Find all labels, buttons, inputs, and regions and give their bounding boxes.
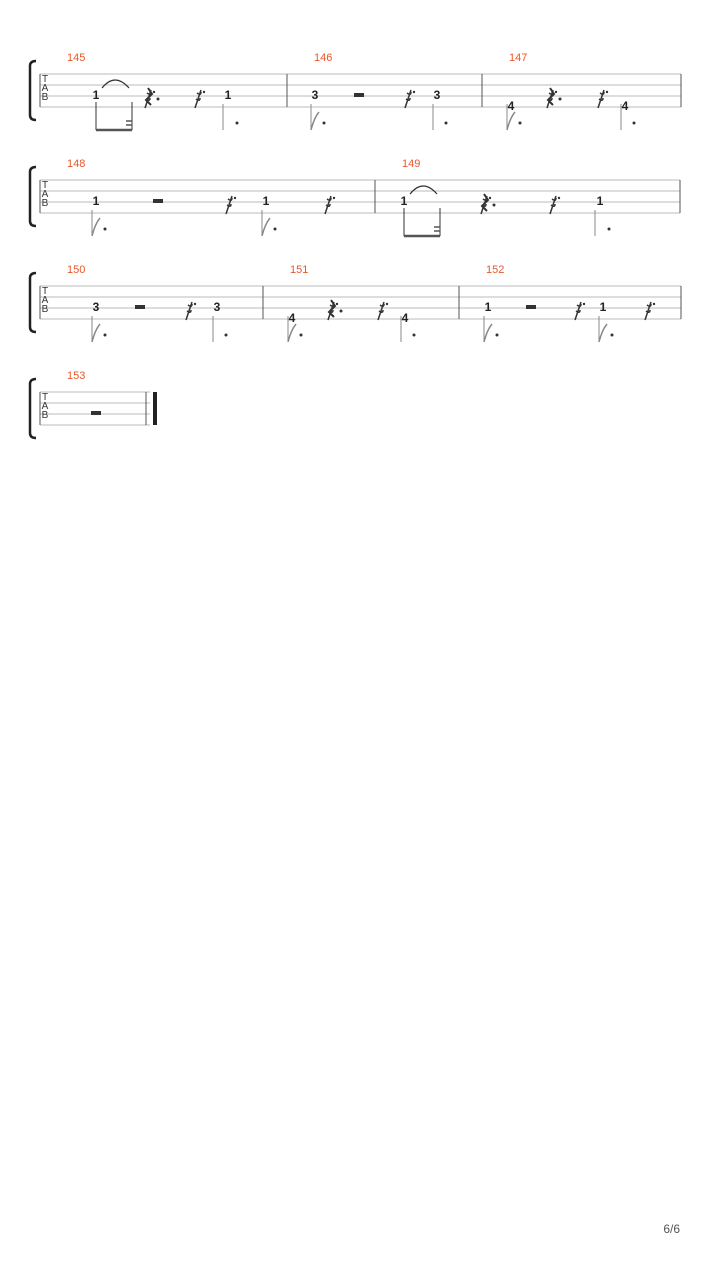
tab-clef-letter: B xyxy=(41,410,49,421)
half-rest xyxy=(91,411,101,415)
fret-number: 1 xyxy=(224,88,232,102)
dot xyxy=(413,91,415,93)
dot xyxy=(496,334,499,337)
sixteenth-rest xyxy=(598,90,604,108)
dot xyxy=(611,334,614,337)
dot xyxy=(558,197,560,199)
tab-clef-letter: B xyxy=(41,198,49,209)
sixteenth-rest xyxy=(325,196,331,214)
dot xyxy=(323,122,326,125)
final-barline-thick xyxy=(153,392,157,425)
fret-number: 1 xyxy=(400,194,408,208)
dot xyxy=(104,334,107,337)
dot xyxy=(336,303,338,305)
half-rest xyxy=(526,305,536,309)
note-flag xyxy=(92,218,100,236)
sixteenth-rest xyxy=(550,196,556,214)
note-flag xyxy=(484,324,492,342)
note-flag xyxy=(288,324,296,342)
fret-number: 4 xyxy=(288,311,296,325)
sixteenth-rest xyxy=(195,90,201,108)
sixteenth-rest xyxy=(226,196,232,214)
dot xyxy=(555,91,557,93)
tab-clef-letter: T xyxy=(41,392,49,403)
dot xyxy=(583,303,585,305)
fret-number: 1 xyxy=(92,194,100,208)
dot xyxy=(633,122,636,125)
measure-number: 151 xyxy=(290,264,309,276)
dot xyxy=(194,303,196,305)
tab-clef-letter: A xyxy=(41,189,49,200)
dot xyxy=(333,197,335,199)
tab-clef-letter: T xyxy=(41,180,49,191)
fret-number: 1 xyxy=(599,300,607,314)
note-flag xyxy=(92,324,100,342)
tie xyxy=(102,80,129,88)
dot xyxy=(104,228,107,231)
system-bracket xyxy=(30,61,36,120)
tab-system xyxy=(30,158,680,236)
half-rest xyxy=(135,305,145,309)
note-flag xyxy=(311,112,319,130)
dot xyxy=(300,334,303,337)
tab-clef-letter: B xyxy=(41,304,49,315)
note-flag xyxy=(507,112,515,130)
fret-number: 3 xyxy=(213,300,221,314)
dot xyxy=(386,303,388,305)
fret-number: 4 xyxy=(401,311,409,325)
fret-number: 4 xyxy=(507,99,515,113)
dot xyxy=(157,98,160,101)
measure-number: 150 xyxy=(67,264,86,276)
page-number: 6/6 xyxy=(663,1222,680,1236)
dot xyxy=(445,122,448,125)
tab-clef-letter: A xyxy=(41,295,49,306)
dot xyxy=(489,197,491,199)
note-flag xyxy=(599,324,607,342)
system-bracket xyxy=(30,379,36,438)
system-bracket xyxy=(30,167,36,226)
tab-clef-letter: T xyxy=(41,74,49,85)
dot xyxy=(653,303,655,305)
fret-number: 1 xyxy=(596,194,604,208)
measure-number: 147 xyxy=(509,52,528,64)
fret-number: 1 xyxy=(92,88,100,102)
measure-number: 152 xyxy=(486,264,505,276)
half-rest xyxy=(153,199,163,203)
sixteenth-rest xyxy=(186,302,192,320)
sixteenth-rest xyxy=(575,302,581,320)
measure-number: 149 xyxy=(402,158,421,170)
systems xyxy=(30,52,681,438)
measure-number: 145 xyxy=(67,52,86,64)
measure-number: 148 xyxy=(67,158,86,170)
tab-clef-letter: A xyxy=(41,83,49,94)
tie xyxy=(410,186,437,194)
sixteenth-rest xyxy=(378,302,384,320)
tab-clef-letter: A xyxy=(41,401,49,412)
system-bracket xyxy=(30,273,36,332)
tab-system xyxy=(30,52,681,130)
fret-number: 1 xyxy=(262,194,270,208)
sixteenth-rest xyxy=(645,302,651,320)
half-rest xyxy=(354,93,364,97)
dot xyxy=(225,334,228,337)
dot xyxy=(340,310,343,313)
dot xyxy=(234,197,236,199)
tab-system xyxy=(30,370,157,438)
fret-number: 3 xyxy=(433,88,441,102)
tab-clef-letter: B xyxy=(41,92,49,103)
measure-number: 153 xyxy=(67,370,86,382)
dot xyxy=(413,334,416,337)
dot xyxy=(153,91,155,93)
dot xyxy=(493,204,496,207)
sixteenth-rest xyxy=(405,90,411,108)
measure-number: 146 xyxy=(314,52,333,64)
fret-number: 1 xyxy=(484,300,492,314)
dot xyxy=(608,228,611,231)
dot xyxy=(559,98,562,101)
fret-number: 3 xyxy=(92,300,100,314)
dot xyxy=(203,91,205,93)
dot xyxy=(236,122,239,125)
dot xyxy=(274,228,277,231)
tab-clef-letter: T xyxy=(41,286,49,297)
tab-system xyxy=(30,264,681,342)
fret-number: 3 xyxy=(311,88,319,102)
note-flag xyxy=(262,218,270,236)
fret-number: 4 xyxy=(621,99,629,113)
dot xyxy=(519,122,522,125)
dot xyxy=(606,91,608,93)
